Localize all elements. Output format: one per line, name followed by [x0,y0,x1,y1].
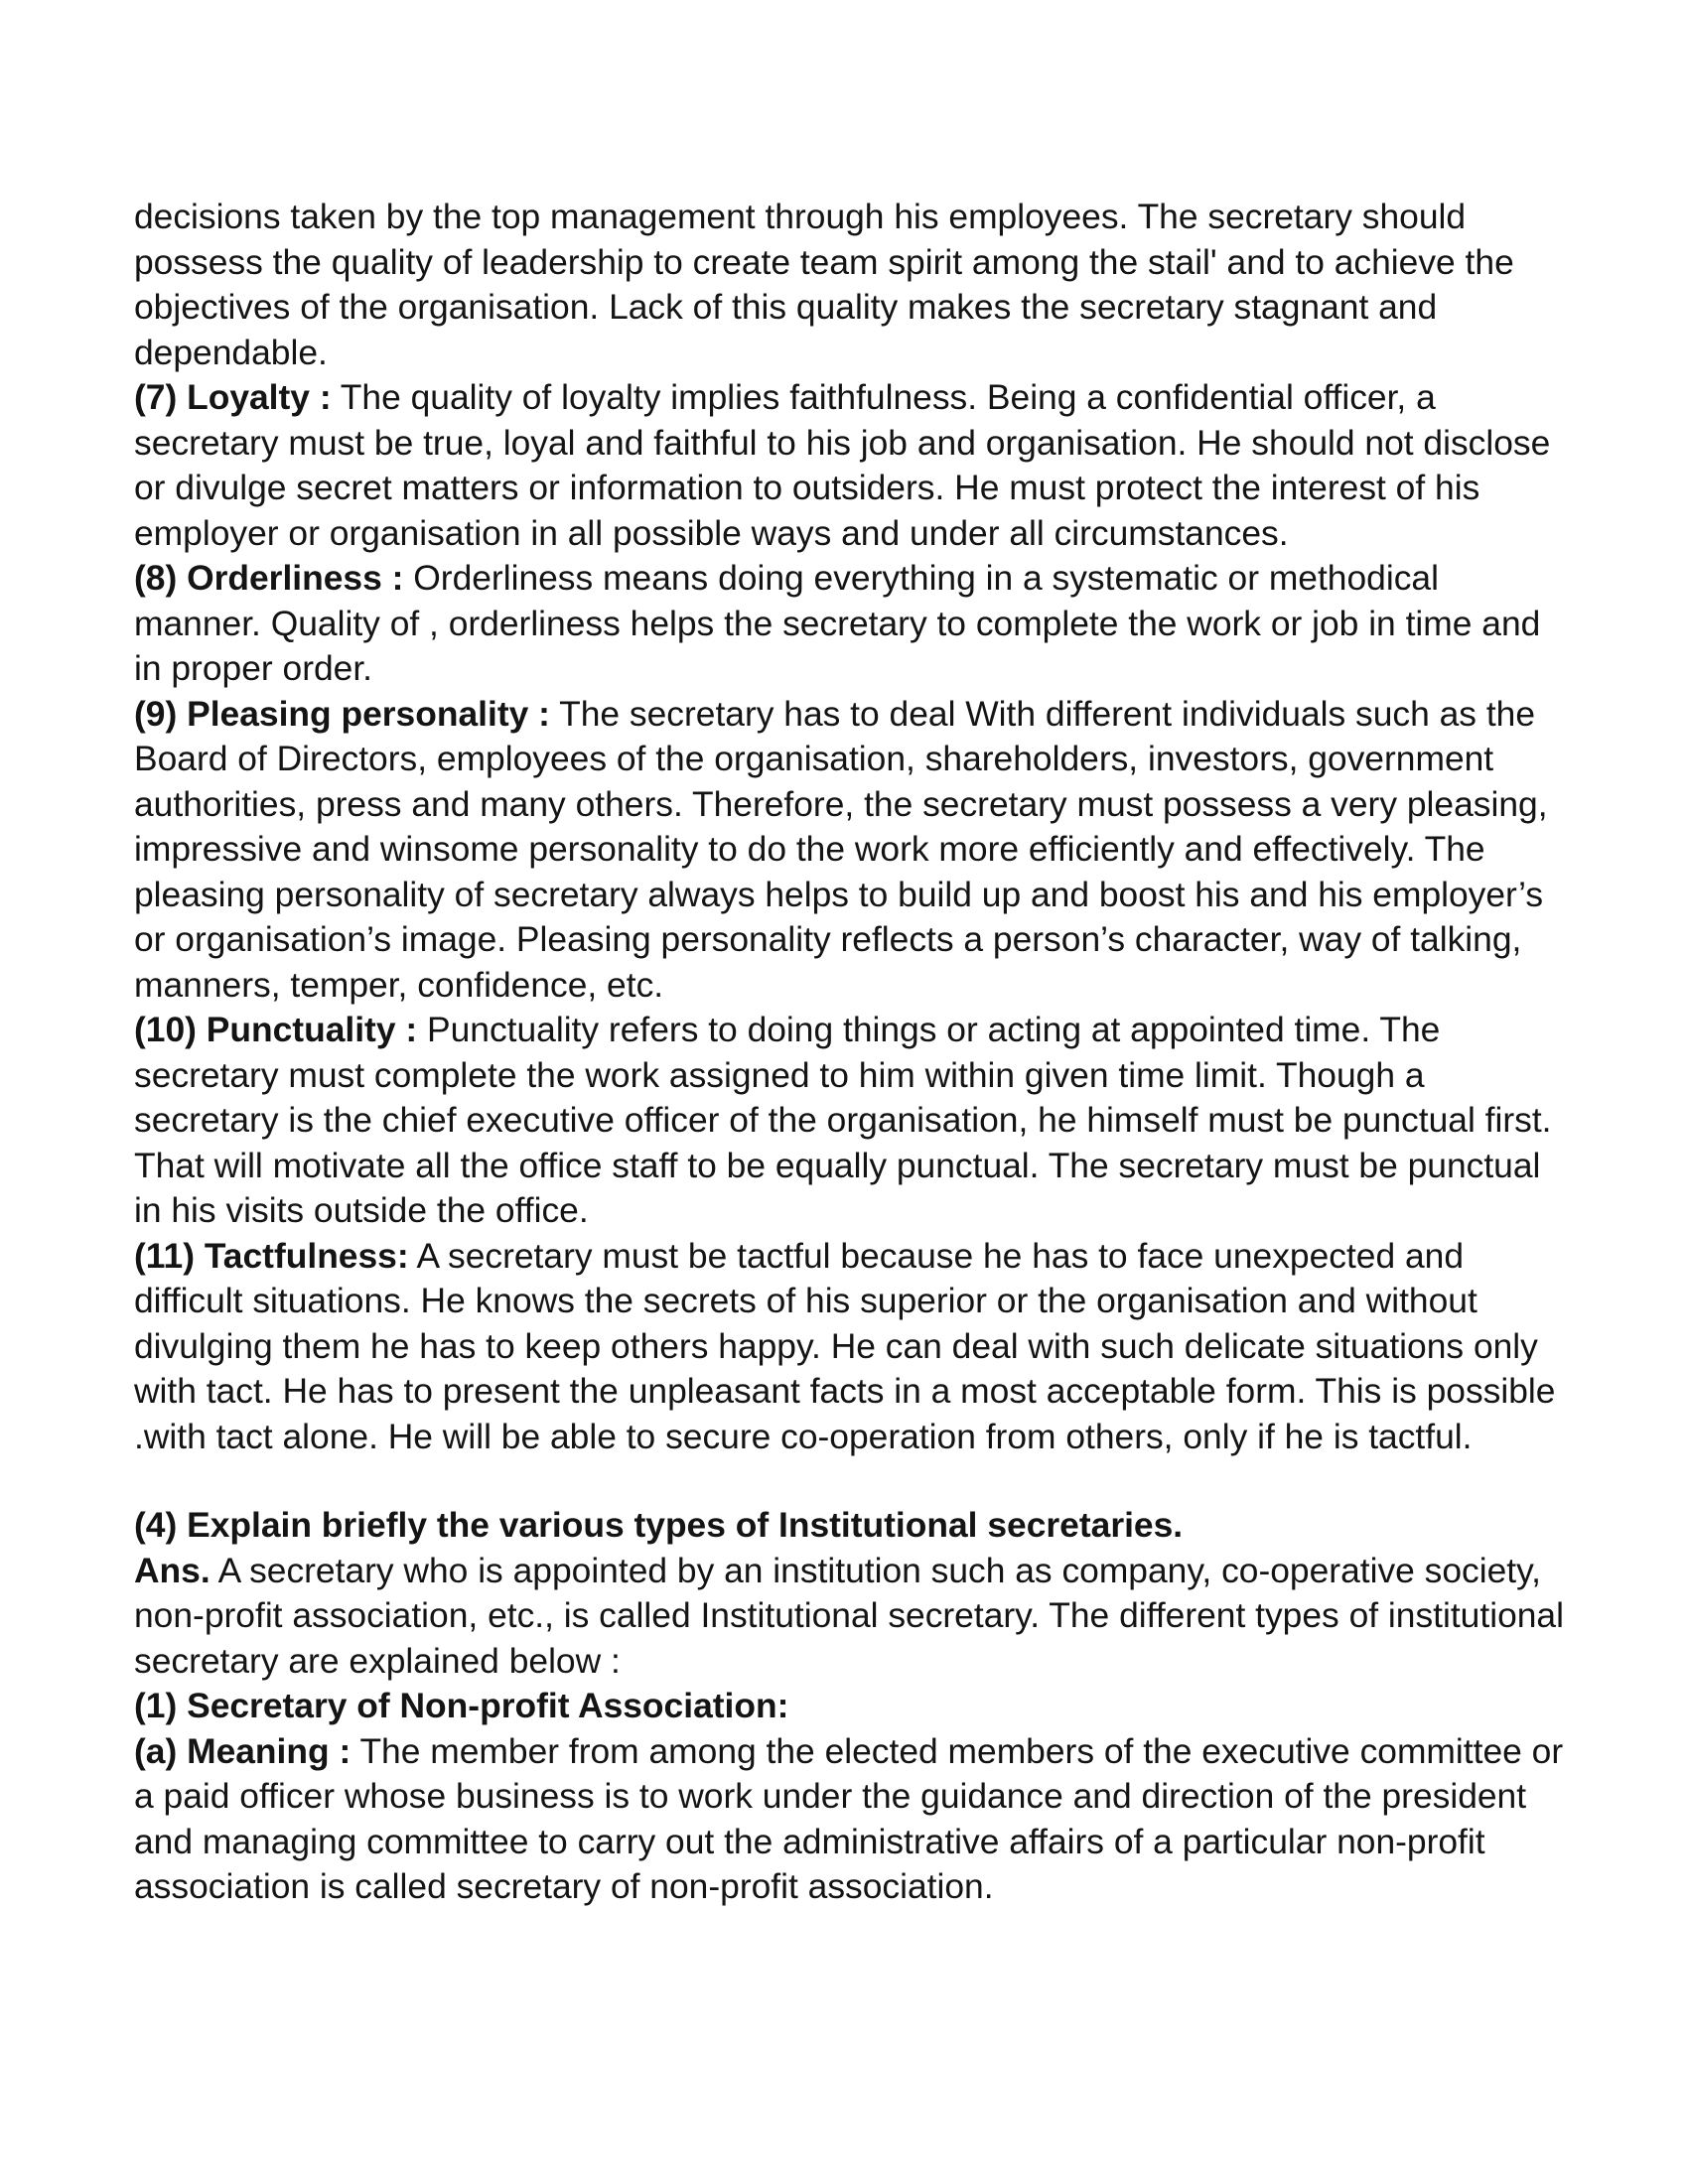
meaning-text: The member from among the elected members of the executive committee or a paid officer whose business is to work under the guidance and direction of the president and managing committee to carry out the administrative affairs of a particular non-profit association is called secretary of non-profit association. [134,1730,1564,1906]
quality-orderliness [134,556,1564,692]
question-heading: (4) Explain briefly the various types of Institutional secretaries. [134,1505,1184,1545]
quality-text: Orderliness means doing everything in a systematic or methodical manner. Quality of , orderliness helps the secretary to complete the work or job in time and in proper order. [134,558,1541,688]
quality-label: (11) Tactfulness: [134,1235,409,1276]
quality-label: (7) Loyalty : [134,377,332,417]
quality-label: (8) Orderliness : [134,558,404,598]
meaning-label: (a) Meaning : [134,1730,352,1771]
quality-label: (10) Punctuality : [134,1010,418,1049]
document-page [134,195,1564,1910]
answer-paragraph [134,1549,1564,1685]
quality-tactfulness [134,1234,1564,1460]
answer-text: A secretary who is appointed by an institution such as company, co-operative society, non-profit association, etc., is called Institutional secretary. The different types of institutional secretary are explained below : [134,1550,1564,1681]
meaning-paragraph [134,1729,1564,1910]
quality-punctuality [134,1008,1564,1234]
quality-text: The quality of loyalty implies faithfulness. Being a confidential officer, a secretary must be true, loyal and faithful to his job and organisation. He should not disclose or divulge secret matters or information to outsiders. He must protect the interest of his employer or organisation in all possible ways and under all circumstances. [134,377,1551,553]
intro-paragraph: decisions taken by the top management through his employees. The secretary should possess the quality of leadership to create team spirit among the stail' and to achieve the objectives of the organisation. Lack of this quality makes the secretary stagnant and dependable. [134,197,1514,372]
quality-text: Punctuality refers to doing things or acting at appointed time. The secretary must complete the work assigned to him within given time limit. Though a secretary is the chief executive officer of the organisation, he himself must be punctual first. That will motivate all the office staff to be equally punctual. The secretary must be punctual in his visits outside the office. [134,1010,1552,1230]
quality-text: The secretary has to deal With different individuals such as the Board of Directors, employees of the organisation, shareholders, investors, government authorities, press and many others. Therefore, the secretary must possess a very pleasing, impressive and winsome personality to do the work more efficiently and effectively. The pleasing personality of secretary always helps to build up and boost his and his employer’s or organisation’s image. Pleasing personality reflects a person’s character, way of talking, manners, temper, confidence, etc. [134,693,1548,1005]
subheading-non-profit-secretary: (1) Secretary of Non-profit Association: [134,1686,789,1725]
answer-label: Ans. [134,1550,211,1590]
quality-text: A secretary must be tactful because he has to face unexpected and difficult situations. He knows the secrets of his superior or the organisation and without divulging them he has to keep others happy. He can deal with such delicate situations only with tact. He has to present the unpleasant facts in a most acceptable form. This is possible .with tact alone. He will be able to secure co-operation from others, only if he is tactful. [134,1235,1556,1456]
quality-loyalty [134,375,1564,556]
section-spacer [134,1459,1564,1503]
quality-label: (9) Pleasing personality : [134,693,550,734]
quality-pleasing-personality [134,692,1564,1009]
